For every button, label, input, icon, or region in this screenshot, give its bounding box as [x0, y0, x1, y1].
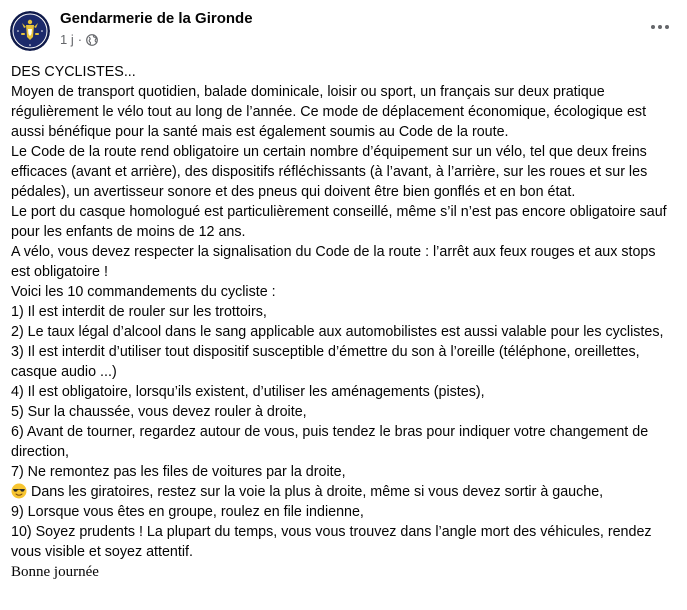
post-timestamp[interactable]: 1 j — [60, 32, 74, 47]
post-paragraph: A vélo, vous devez respecter la signalisation du Code de la route : l’arrêt aux feux rouges et aux stops est obligatoire ! — [11, 244, 656, 280]
gendarmerie-logo-icon — [10, 11, 50, 51]
post-meta — [60, 32, 98, 47]
list-heading: Voici les 10 commandements du cycliste : — [11, 284, 276, 300]
post-paragraph: Le port du casque homologué est particulièrement conseillé, même s’il n’est pas encore obligatoire sauf pour les enfants de moins de 12 ans. — [11, 204, 667, 240]
list-item: 4) Il est obligatoire, lorsqu’ils existent, d’utiliser les aménagements (pistes), — [11, 384, 485, 400]
list-item: 2) Le taux légal d’alcool dans le sang applicable aux automobilistes est aussi valable pour les cyclistes, — [11, 324, 664, 340]
sunglasses-emoji-icon — [11, 483, 27, 499]
list-item: 6) Avant de tourner, regardez autour de vous, puis tendez le bras pour indiquer votre changement de direction, — [11, 424, 649, 460]
list-item: 9) Lorsque vous êtes en groupe, roulez en file indienne, — [11, 504, 364, 520]
post-message — [11, 62, 675, 582]
meta-separator: · — [77, 32, 83, 47]
post-signoff: Bonne journée — [11, 564, 99, 580]
more-options-icon-dot — [658, 25, 662, 29]
list-item: 3) Il est interdit d’utiliser tout dispositif susceptible d’émettre du son à l’oreille (téléphone, oreillettes, casque audio ...) — [11, 344, 640, 380]
list-item-text: Dans les giratoires, restez sur la voie la plus à droite, même si vous devez sortir à gauche, — [31, 484, 604, 500]
page-avatar[interactable] — [10, 11, 50, 51]
more-options-icon — [651, 25, 655, 29]
list-item-emoji — [11, 482, 675, 502]
post-paragraph: Le Code de la route rend obligatoire un certain nombre d’équipement sur un vélo, tel que deux freins efficaces (avant et arrière), des dispositifs réfléchissants (à l’avant, à l’arrière, sur les roues et sur les pédales), un avertisseur sonore et des pneus qui doivent être bien gonflés et en bon état. — [11, 144, 648, 200]
post-paragraph: Moyen de transport quotidien, balade dominicale, loisir ou sport, un français sur deux pratique régulièrement le vélo tout au long de l’année. Ce mode de déplacement économique, écologique est aussi bénéfique pour la santé mais est également soumis au Code de la route. — [11, 84, 647, 140]
post-title: DES CYCLISTES... — [11, 64, 136, 80]
more-options-button[interactable] — [642, 12, 678, 42]
page-name-link[interactable]: Gendarmerie de la Gironde — [60, 10, 253, 27]
list-item: 1) Il est interdit de rouler sur les trottoirs, — [11, 304, 267, 320]
list-item: 7) Ne remontez pas les files de voitures par la droite, — [11, 464, 346, 480]
globe-icon[interactable] — [86, 34, 98, 46]
list-item: 5) Sur la chaussée, vous devez rouler à droite, — [11, 404, 307, 420]
more-options-icon-dot — [665, 25, 669, 29]
list-item: 10) Soyez prudents ! La plupart du temps, vous vous trouvez dans l’angle mort des véhicules, rendez vous visible et soyez attentif. — [11, 524, 652, 560]
